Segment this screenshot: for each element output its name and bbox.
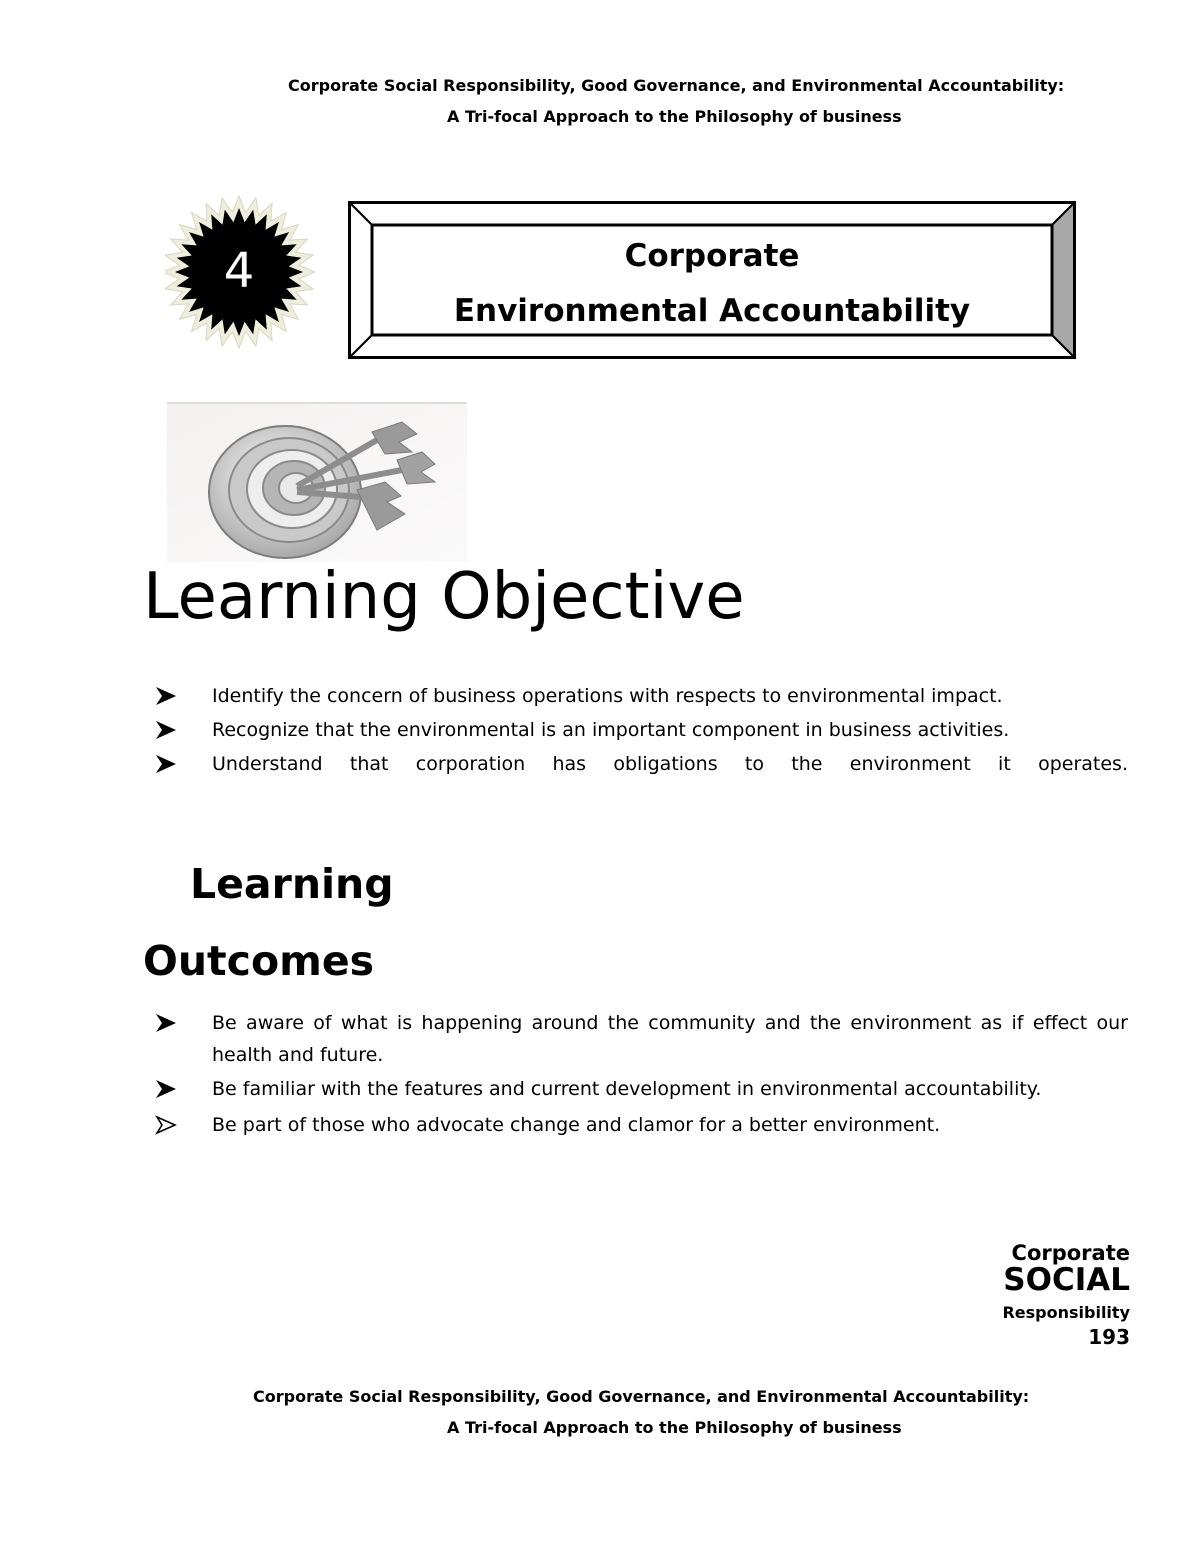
- learning-objective-list: [155, 680, 1128, 782]
- list-item: Understand that corporation has obligations to the environment it operates.: [155, 748, 1128, 782]
- arrow-bullet-icon: [155, 720, 177, 740]
- learning-outcomes-list: [155, 1007, 1128, 1143]
- arrow-bullet-icon: [155, 1079, 177, 1099]
- footer-line-2: A Tri-focal Approach to the Philosophy of business: [447, 1418, 902, 1437]
- chapter-number: 4: [223, 243, 255, 299]
- chapter-title-line-2: Environmental Accountability: [453, 293, 971, 329]
- list-item: Identify the concern of business operations with respects to environmental impact.: [155, 680, 1128, 714]
- page-number: 193: [1088, 1325, 1130, 1349]
- arrow-bullet-icon: [155, 686, 177, 706]
- chapter-title-box: [347, 200, 1077, 360]
- list-item: Be aware of what is happening around the community and the environment as if effect our health and future.: [155, 1007, 1128, 1073]
- list-item: Be familiar with the features and current development in environmental accountability.: [155, 1073, 1128, 1109]
- chapter-number-badge: [165, 190, 315, 350]
- target-darts-image: [167, 402, 467, 562]
- brand-corporate: Corporate: [1011, 1241, 1130, 1265]
- arrow-outline-bullet-icon: [155, 1115, 177, 1135]
- arrow-bullet-icon: [155, 754, 177, 774]
- learning-objective-heading: Learning Objective: [143, 560, 745, 634]
- learning-outcomes-heading-line-2: Outcomes: [143, 937, 375, 985]
- list-item: Be part of those who advocate change and clamor for a better environment.: [155, 1109, 1128, 1143]
- brand-responsibility: Responsibility: [1002, 1303, 1130, 1322]
- header-line-2: A Tri-focal Approach to the Philosophy of business: [447, 107, 902, 126]
- learning-outcomes-heading-line-1: Learning: [190, 860, 394, 908]
- header-line-1: Corporate Social Responsibility, Good Governance, and Environmental Accountability:: [288, 76, 1065, 95]
- list-item: Recognize that the environmental is an important component in business activities.: [155, 714, 1128, 748]
- brand-social: SOCIAL: [1003, 1262, 1130, 1298]
- arrow-bullet-icon: [155, 1013, 177, 1033]
- chapter-title-line-1: Corporate: [624, 238, 800, 274]
- footer-line-1: Corporate Social Responsibility, Good Governance, and Environmental Accountability:: [253, 1387, 1030, 1406]
